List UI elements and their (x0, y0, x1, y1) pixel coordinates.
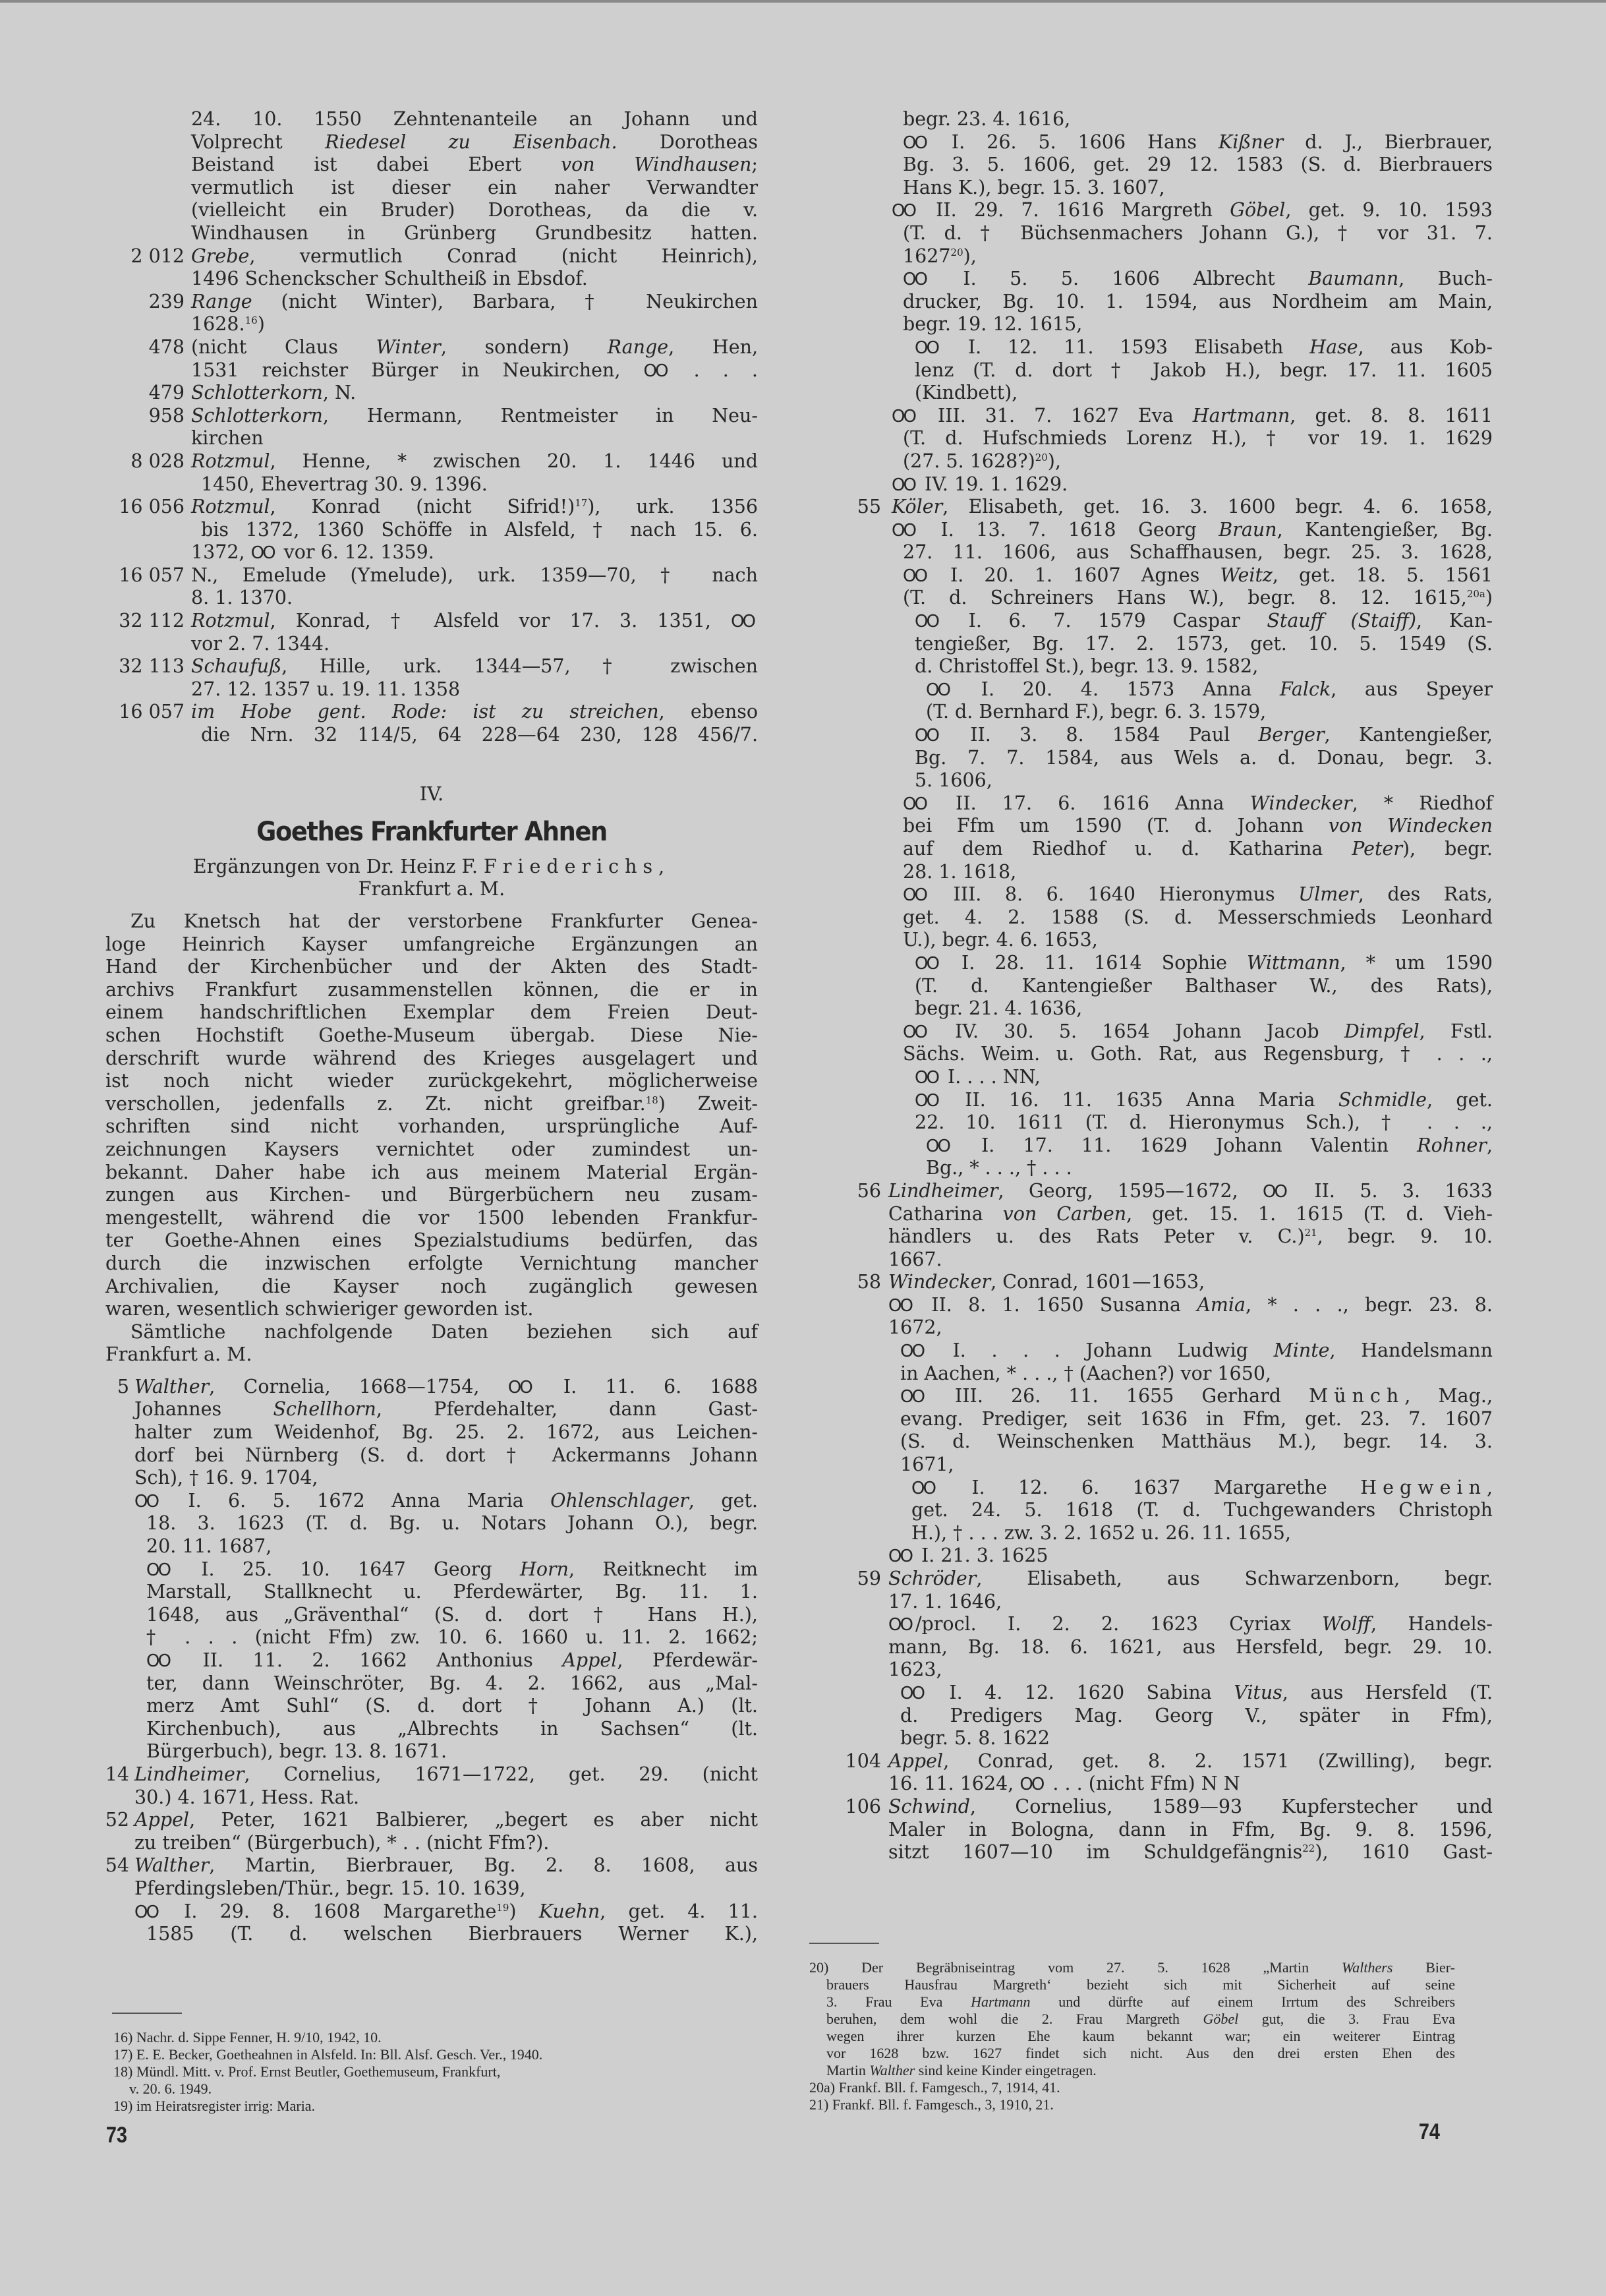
text-line: die Nrn. 32 114/5, 64 228—64 230, 128 456/7. (201, 724, 758, 746)
text-line: H.), † . . . zw. 3. 2. 1652 u. 26. 11. 1655, (911, 1521, 1291, 1544)
text-line: drucker, Bg. 10. 1. 1594, aus Nordheim am Main, (903, 290, 1493, 312)
continued-entry-text (105, 108, 758, 245)
text-line: Bürgerbuch), begr. 13. 8. 1671. (146, 1740, 447, 1763)
text-line: (27. 5. 1628?)$^{20}$), (903, 450, 1061, 472)
ancestor-number: 16 057 (119, 701, 185, 723)
text-line: OO II. 3. 8. 1584 Paul Berger, Kantengießer, (915, 724, 1493, 746)
page-number-right: 74 (1418, 2119, 1440, 2144)
text-line: OO I. 6. 5. 1672 Anna Maria Ohlenschlager, get. (134, 1489, 758, 1512)
text-line: 1648, aus „Gräventhal“ (S. d. dort † Hans H.), (146, 1603, 758, 1626)
marriage-symbol-icon: OO (911, 1478, 934, 1498)
text-line: bekannt. Daher habe ich aus meinem Material Ergän- (105, 1161, 758, 1183)
text-line: dorf bei Nürnberg (S. d. dort † Ackermanns Johann (134, 1444, 758, 1466)
marriage-symbol-icon: OO (1019, 1775, 1043, 1795)
footnote-line: wegen ihrer kurzen Ehe kaum bekannt war; ein weiterer Eintrag (826, 2028, 1455, 2044)
text-line: OO I. . . . NN, (915, 1065, 1041, 1088)
text-line: zungen aus Kirchen- und Bürgerbüchern neu zusam- (105, 1184, 758, 1206)
footnote: 17) E. E. Becker, Goetheahnen in Alsfeld. In: Bll. Alsf. Gesch. Ver., 1940. (113, 2046, 543, 2063)
text-line: OO I. 13. 7. 1618 Georg Braun, Kantengießer, Bg. (892, 518, 1493, 541)
text-line: OO I. 6. 7. 1579 Caspar Stauff (Staiff), Kan- (915, 610, 1493, 632)
footnote-line: vor 1628 bzw. 1627 findet sich nicht. Aus den drei ersten Ehen des (826, 2045, 1455, 2061)
text-line: 1667. (888, 1248, 942, 1270)
text-line: merz Amt Suhl“ (S. d. dort † Johann A.) (lt. (146, 1695, 758, 1717)
text-line: Johannes Schellhorn, Pferdehalter, dann Gast- (134, 1398, 758, 1421)
text-line: vermutlich ist dieser ein naher Verwandter (191, 176, 758, 198)
text-line: Bg. 3. 5. 1606, get. 29 12. 1583 (S. d. Bierbrauers (903, 154, 1493, 176)
intro-paragraph-2 (105, 1321, 758, 1367)
text-line: OO IV. 30. 5. 1654 Johann Jacob Dimpfel, Fstl. (903, 1020, 1493, 1042)
text-line: zeichnungen Kaysers vernichtet oder zumindest un- (105, 1138, 758, 1160)
text-line: 8. 1. 1370. (191, 587, 293, 609)
text-line: 1531 reichster Bürger in Neukirchen, OO . . . (191, 359, 758, 381)
ancestor-number: 2 012 (130, 245, 185, 267)
text-line: Catharina von Carben, get. 15. 1. 1615 (T. d. Vieh- (888, 1202, 1493, 1225)
text-line: OO I. 26. 5. 1606 Hans Kißner d. J., Bierbrauer, (903, 131, 1493, 153)
text-line: vor 2. 7. 1344. (191, 632, 330, 655)
marriage-symbol-icon: OO (915, 953, 938, 974)
text-line: 1372, OO vor 6. 12. 1359. (191, 541, 434, 564)
footnote-line: 3. Frau Eva Hartmann und dürfte auf einem Irrtum des Schreibers (826, 1993, 1455, 2010)
text-line: 32 113 Schaufuß, Hille, urk. 1344—57, † zwischen (105, 655, 758, 678)
right-page-column (834, 108, 1493, 1864)
text-line: 1450, Ehevertrag 30. 9. 1396. (201, 473, 488, 495)
text-line: durch die inzwischen erfolgte Vernichtung mancher (105, 1252, 758, 1274)
text-line: begr. 5. 8. 1622 (900, 1727, 1050, 1750)
text-line: d. Predigers Mag. Georg V., später in Ffm), (900, 1704, 1493, 1726)
text-line: 1671, (900, 1454, 954, 1476)
ancestor-number: 958 (148, 404, 185, 427)
text-line: Zu Knetsch hat der verstorbene Frankfurter Genea- (130, 910, 758, 932)
text-line: 24. 10. 1550 Zehntenanteile an Johann und (191, 108, 758, 130)
text-line: (T. d. Bernhard F.), begr. 6. 3. 1579, (926, 701, 1267, 723)
text-line: 16. 11. 1624, OO . . . (nicht Ffm) N N (888, 1773, 1240, 1795)
text-line: mann, Bg. 18. 6. 1621, aus Hersfeld, begr. 29. 10. (888, 1635, 1493, 1658)
marriage-symbol-icon: OO (250, 543, 274, 564)
text-line: bei Ffm um 1590 (T. d. Johann von Windecken (903, 815, 1493, 837)
ancestor-number: 59 (857, 1568, 881, 1589)
text-line: 32 112 Rotzmul, Konrad, † Alsfeld vor 17. 3. 1351, OO (105, 610, 758, 633)
text-line: 56 Lindheimer, Georg, 1595—1672, OO II. 5. 3. 1633 (834, 1180, 1493, 1203)
text-line: 54 Walther, Martin, Bierbrauer, Bg. 2. 8. 1608, aus (105, 1854, 758, 1877)
text-line: 104 Appel, Conrad, get. 8. 2. 1571 (Zwilling), begr. (834, 1750, 1493, 1773)
text-line: kirchen (191, 427, 264, 450)
text-line: OO I. 12. 11. 1593 Elisabeth Hase, aus Kob- (915, 336, 1493, 358)
text-line: loge Heinrich Kayser umfangreiche Ergänzungen an (105, 933, 758, 955)
marriage-symbol-icon: OO (507, 1377, 531, 1398)
text-line: Archivalien, die Kayser noch zugänglich gewesen (105, 1275, 758, 1297)
footnote-rule (809, 1943, 879, 1944)
footnote-rule (112, 2013, 182, 2014)
text-line: get. 24. 5. 1618 (T. d. Tuchgewanders Christoph (911, 1499, 1493, 1521)
text-line: archivs Frankfurt zusammenstellen können, die er in (105, 978, 758, 1001)
marriage-symbol-icon: OO (900, 1341, 923, 1362)
left-footnotes (113, 2029, 746, 2115)
marriage-symbol-icon: OO (888, 1295, 911, 1316)
page-number-left: 73 (105, 2123, 127, 2148)
ancestor-number: 58 (857, 1271, 881, 1293)
byline-prefix: Ergänzungen von Dr. Heinz F. (192, 855, 478, 877)
text-line: 1623, (888, 1659, 942, 1681)
ancestor-number: 239 (148, 290, 185, 312)
text-line: evang. Prediger, seit 1636 in Ffm, get. 23. 7. 1607 (900, 1407, 1493, 1430)
text-line: 59 Schröder, Elisabeth, aus Schwarzenborn, begr. (834, 1568, 1493, 1591)
marriage-symbol-icon: OO (892, 475, 915, 495)
marriage-symbol-icon: OO (888, 1546, 911, 1567)
text-line: mengestellt, während die vor 1500 lebenden Frankfur- (105, 1206, 758, 1229)
text-line: Sch), † 16. 9. 1704, (134, 1467, 318, 1489)
text-line: OO III. 26. 11. 1655 Gerhard Münch, Mag., (900, 1385, 1493, 1407)
text-line: OO I. 25. 10. 1647 Georg Horn, Reitknecht im (146, 1558, 758, 1580)
ancestor-number: 14 (105, 1763, 129, 1785)
text-line: sitzt 1607—10 im Schuldgefängnis$^{22}$), 1610 Gast- (888, 1841, 1493, 1864)
marriage-symbol-icon: OO (731, 612, 754, 632)
marriage-symbol-icon: OO (892, 406, 915, 427)
marriage-symbol-icon: OO (643, 361, 667, 381)
ancestor-number: 56 (857, 1179, 881, 1202)
ancestor-number: 478 (148, 336, 185, 358)
text-line: Beistand ist dabei Ebert von Windhausen; (191, 154, 758, 176)
text-line: Pferdingsleben/Thür., begr. 15. 10. 1639, (134, 1877, 526, 1899)
marriage-symbol-icon: OO (903, 566, 926, 586)
author-name: Friederichs, (483, 855, 671, 877)
ancestor-entries (105, 1376, 758, 1946)
marriage-symbol-icon: OO (915, 338, 938, 358)
text-line: Bg., * . . ., † . . . (926, 1157, 1072, 1179)
text-line: auf dem Riedhof u. d. Katharina Peter), begr. (903, 838, 1493, 860)
text-line: U.), begr. 4. 6. 1653, (903, 929, 1098, 951)
text-line: tengießer, Bg. 17. 2. 1573, get. 10. 5. 1549 (S. (915, 632, 1493, 655)
text-line: 1672, (888, 1316, 942, 1339)
text-line: 28. 1. 1618, (903, 860, 1017, 883)
footnote: 18) Mündl. Mitt. v. Prof. Ernst Beutler, Goethemuseum, Frankfurt, (113, 2063, 501, 2080)
footnote-line: 21) Frankf. Bll. f. Famgesch., 3, 1910, 21. (809, 2096, 1054, 2113)
marriage-symbol-icon: OO (915, 726, 938, 746)
text-line: 16 057 N., Emelude (Ymelude), urk. 1359—70, † nach (105, 564, 758, 587)
text-line: Frankfurt a. M. (105, 1343, 252, 1366)
text-line: OO I. . . . Johann Ludwig Minte, Handelsmann (900, 1339, 1493, 1362)
section-number: IV. (419, 782, 444, 805)
marriage-symbol-icon: OO (915, 1067, 938, 1088)
text-line: bis 1372, 1360 Schöffe in Alsfeld, † nach 15. 6. (201, 518, 758, 541)
text-line: begr. 19. 12. 1615, (903, 313, 1083, 336)
text-line: OO /procl. I. 2. 2. 1623 Cyriax Wolff, Handels- (888, 1613, 1493, 1635)
text-line: halter zum Weidenhof, Bg. 25. 2. 1672, aus Leichen- (134, 1421, 758, 1444)
text-line: Maler in Bologna, dann in Ffm, Bg. 9. 8. 1596, (888, 1818, 1493, 1840)
text-line: (vielleicht ein Bruder) Dorotheas, da die v. (191, 199, 758, 221)
text-line: derschrift wurde während des Krieges ausgelagert und (105, 1047, 758, 1069)
ancestor-number: 8 028 (130, 450, 185, 472)
text-line: Sämtliche nachfolgende Daten beziehen sich auf (130, 1320, 758, 1343)
text-line: begr. 23. 4. 1616, (903, 108, 1071, 130)
text-line: begr. 21. 4. 1636, (915, 997, 1083, 1020)
marriage-symbol-icon: OO (146, 1560, 169, 1580)
ancestor-number: 5 (117, 1375, 129, 1398)
marriage-symbol-icon: OO (892, 201, 915, 221)
text-line: (T. d. Kantengießer Balthaser W., des Rats), (915, 974, 1493, 997)
ancestor-number: 32 113 (119, 655, 185, 678)
text-line: 478 (nicht Claus Winter, sondern) Range, Hen, (105, 336, 758, 359)
text-line: OO I. 17. 11. 1629 Johann Valentin Rohner, (926, 1134, 1493, 1156)
text-line: ter, dann Weinschröter, Bg. 4. 2. 1662, aus „Mal- (146, 1672, 758, 1694)
text-line: OO III. 8. 6. 1640 Hieronymus Ulmer, des Rats, (903, 883, 1493, 906)
text-line: 58 Windecker, Conrad, 1601—1653, (834, 1271, 1493, 1294)
marriage-symbol-icon: OO (903, 885, 926, 906)
text-line: 55 Köler, Elisabeth, get. 16. 3. 1600 begr. 4. 6. 1658, (834, 496, 1493, 519)
text-line: 22. 10. 1611 (T. d. Hieronymus Sch.), † . . ., (915, 1111, 1493, 1134)
marriage-symbol-icon: OO (915, 1090, 938, 1111)
footnote-line: 20a) Frankf. Bll. f. Famgesch., 7, 1914, 41. (809, 2079, 1060, 2096)
text-line: OO I. 21. 3. 1625 (888, 1545, 1048, 1567)
text-line: 27. 11. 1606, aus Schaffhausen, begr. 25. 3. 1628, (903, 541, 1493, 564)
text-line: 27. 12. 1357 u. 19. 11. 1358 (191, 678, 461, 700)
marriage-symbol-icon: OO (134, 1491, 158, 1512)
text-line: 106 Schwind, Cornelius, 1589—93 Kupferstecher und (834, 1796, 1493, 1819)
text-line: 52 Appel, Peter, 1621 Balbierer, „begert es aber nicht (105, 1809, 758, 1832)
marriage-symbol-icon: OO (888, 1615, 911, 1635)
author-place: Frankfurt a. M. (358, 878, 505, 900)
marriage-symbol-icon: OO (926, 1136, 949, 1156)
text-line: 14 Lindheimer, Cornelius, 1671—1722, get. 29. (nicht (105, 1763, 758, 1786)
text-line: Hand der Kirchenbücher und der Akten des Stadt- (105, 956, 758, 978)
text-line: 958 Schlotterkorn, Hermann, Rentmeister in Neu- (105, 405, 758, 428)
text-line: OO II. 11. 2. 1662 Anthonius Appel, Pferdewär- (146, 1649, 758, 1671)
text-line: OO I. 5. 5. 1606 Albrecht Baumann, Buch- (903, 268, 1493, 290)
text-line: Volprecht Riedesel zu Eisenbach. Dorotheas (191, 131, 758, 153)
text-line: händlers u. des Rats Peter v. C.)$^{21}$, begr. 9. 10. (888, 1225, 1493, 1248)
text-line: OO IV. 19. 1. 1629. (892, 473, 1068, 495)
text-line: 16 057 im Hobe gent. Rode: ist zu streichen, ebenso (105, 701, 758, 724)
marriage-symbol-icon: OO (926, 680, 949, 700)
text-line: einem handschriftlichen Exemplar dem Freien Deut- (105, 1001, 758, 1024)
text-line: schen Hochstift Goethe-Museum übergab. Diese Nie- (105, 1024, 758, 1046)
ancestor-number: 106 (845, 1795, 881, 1817)
text-line: Kirchenbuch), aus „Albrechts in Sachsen“ (lt. (146, 1717, 758, 1740)
text-line: (T. d. † Büchsenmachers Johann G.), † vor 31. 7. (903, 221, 1493, 244)
marriage-symbol-icon: OO (134, 1902, 158, 1922)
text-line: 1628.16) (191, 313, 265, 336)
text-line: 5 Walther, Cornelia, 1668—1754, OO I. 11. 6. 1688 (105, 1376, 758, 1399)
ancestor-number: 104 (845, 1750, 881, 1772)
ancestor-number: 479 (148, 382, 185, 404)
text-line: 479 Schlotterkorn, N. (105, 382, 758, 405)
ancestor-number: 32 112 (119, 610, 185, 632)
text-line: † . . . (nicht Ffm) zw. 10. 6. 1660 u. 11. 2. 1662; (146, 1626, 758, 1649)
text-line: 2 012 Grebe, vermutlich Conrad (nicht Heinrich), (105, 245, 758, 268)
text-line: OO II. 17. 6. 1616 Anna Windecker, * Riedhof (903, 792, 1493, 814)
footnote: 19) im Heiratsregister irrig: Maria. (113, 2098, 316, 2114)
text-line: OO I. 12. 6. 1637 Margarethe Hegwein, (911, 1476, 1493, 1498)
text-line: 5. 1606, (915, 769, 992, 792)
byline (105, 856, 758, 879)
text-line: 239 Range (nicht Winter), Barbara, † Neukirchen (105, 291, 758, 314)
footnote-line: beruhen, dem wohl die 2. Frau Margreth Göbel gut, die 3. Frau Eva (826, 2011, 1455, 2027)
text-line: 1496 Schenckscher Schultheiß in Ebsdof. (191, 268, 588, 290)
text-line: OO I. 28. 11. 1614 Sophie Wittmann, * um 1590 (915, 951, 1493, 974)
text-line: 8 028 Rotzmul, Henne, * zwischen 20. 1. 1446 und (105, 450, 758, 473)
text-line: ter Goethe-Ahnen eines Spezialstudiums bedürfen, das (105, 1229, 758, 1252)
text-line: Sächs. Weim. u. Goth. Rat, aus Regensburg, † . . ., (903, 1043, 1493, 1065)
text-line: OO II. 16. 11. 1635 Anna Maria Schmidle, get. (915, 1088, 1493, 1111)
text-line: Hans K.), begr. 15. 3. 1607, (903, 176, 1165, 198)
text-line: in Aachen, * . . ., † (Aachen?) vor 1650, (900, 1362, 1272, 1384)
footnote: 16) Nachr. d. Sippe Fenner, H. 9/10, 1942, 10. (113, 2029, 382, 2046)
text-line: schriften sind nicht vorhanden, ursprüngliche Auf- (105, 1115, 758, 1138)
text-line: 20. 11. 1687, (146, 1535, 272, 1558)
text-line: OO I. 29. 8. 1608 Margarethe$^{19}$) Kuehn, get. 4. 11. (134, 1900, 758, 1922)
text-line: verschollen, jedenfalls z. Zt. nicht greifbar.$^{18}$) Zweit- (105, 1092, 758, 1115)
text-line: 1627$^{20}$), (903, 245, 977, 267)
marriage-symbol-icon: OO (892, 520, 915, 541)
text-line: Marstall, Stallknecht u. Pferdewärter, Bg. 11. 1. (146, 1581, 758, 1603)
text-line: 17. 1. 1646, (888, 1590, 1002, 1612)
footnote: v. 20. 6. 1949. (129, 2080, 212, 2097)
text-line: d. Christoffel St.), begr. 13. 9. 1582, (915, 655, 1259, 678)
footnote-line: brauers Hausfrau Margreth‘ bezieht sich mit Sicherheit auf seine (826, 1976, 1455, 1993)
text-line: zu treiben“ (Bürgerbuch), * . . (nicht Ffm?). (134, 1831, 550, 1854)
text-line: (S. d. Weinschenken Matthäus M.), begr. 14. 3. (900, 1430, 1493, 1453)
text-line: 18. 3. 1623 (T. d. Bg. u. Notars Johann O.), begr. (146, 1512, 758, 1535)
marriage-symbol-icon: OO (900, 1683, 923, 1703)
article-title: Goethes Frankfurter Ahnen (256, 817, 607, 848)
marriage-symbol-icon: OO (1263, 1181, 1286, 1202)
right-footnotes (809, 1959, 1455, 2113)
footnote-line: 20) Der Begräbniseintrag vom 27. 5. 1628 „Martin Walthers Bier- (809, 1959, 1455, 1976)
text-line: 1585 (T. d. welschen Bierbrauers Werner K.), (146, 1923, 758, 1945)
marriage-symbol-icon: OO (900, 1387, 923, 1407)
marriage-symbol-icon: OO (903, 270, 926, 290)
footnote-line: Martin Walther sind keine Kinder eingetragen. (826, 2062, 1097, 2078)
marriage-symbol-icon: OO (903, 1022, 926, 1042)
text-line: OO II. 29. 7. 1616 Margreth Göbel, get. 9. 10. 1593 (892, 199, 1493, 221)
text-line: get. 4. 2. 1588 (S. d. Messerschmieds Leonhard (903, 906, 1493, 928)
marriage-symbol-icon: OO (146, 1651, 169, 1671)
text-line: OO I. 20. 4. 1573 Anna Falck, aus Speyer (926, 678, 1493, 700)
ancestor-number: 54 (105, 1854, 129, 1877)
text-line: waren, wesentlich schwieriger geworden ist. (105, 1298, 534, 1320)
marriage-symbol-icon: OO (915, 612, 938, 632)
left-page-column (105, 108, 758, 1946)
text-line: 30.) 4. 1671, Hess. Rat. (134, 1786, 360, 1808)
ancestor-number: 55 (857, 496, 881, 518)
text-line: Windhausen in Grünberg Grundbesitz hatten. (191, 221, 758, 244)
text-line: OO I. 4. 12. 1620 Sabina Vitus, aus Hersfeld (T. (900, 1681, 1493, 1703)
ancestor-number: 52 (105, 1809, 129, 1831)
scan-edge (0, 0, 1606, 3)
ancestor-number: 16 057 (119, 564, 185, 586)
marriage-symbol-icon: OO (903, 132, 926, 153)
ancestor-entries-corrections (105, 245, 758, 747)
text-line: OO III. 31. 7. 1627 Eva Hartmann, get. 8. 8. 1611 (892, 404, 1493, 427)
intro-paragraph (105, 910, 758, 1321)
text-line: lenz (T. d. dort † Jakob H.), begr. 17. 11. 1605 (915, 359, 1493, 381)
text-line: OO I. 20. 1. 1607 Agnes Weitz, get. 18. 5. 1561 (903, 564, 1493, 586)
text-line: (Kindbett), (915, 382, 1018, 404)
text-line: ist noch nicht wieder zurückgekehrt, möglicherweise (105, 1070, 758, 1092)
text-line: (T. d. Schreiners Hans W.), begr. 8. 12. 1615,$^{20a}$) (903, 587, 1493, 609)
text-line: OO II. 8. 1. 1650 Susanna Amia, * . . ., begr. 23. 8. (888, 1293, 1493, 1316)
marriage-symbol-icon: OO (903, 794, 926, 814)
text-line: 16 056 Rotzmul, Konrad (nicht Sifrid!)$^{17}$), urk. 1356 (105, 496, 758, 519)
text-line: Bg. 7. 7. 1584, aus Wels a. d. Donau, begr. 3. (915, 746, 1493, 769)
ancestor-number: 16 056 (119, 496, 185, 518)
text-line: (T. d. Hufschmieds Lorenz H.), † vor 19. 1. 1629 (903, 427, 1493, 450)
